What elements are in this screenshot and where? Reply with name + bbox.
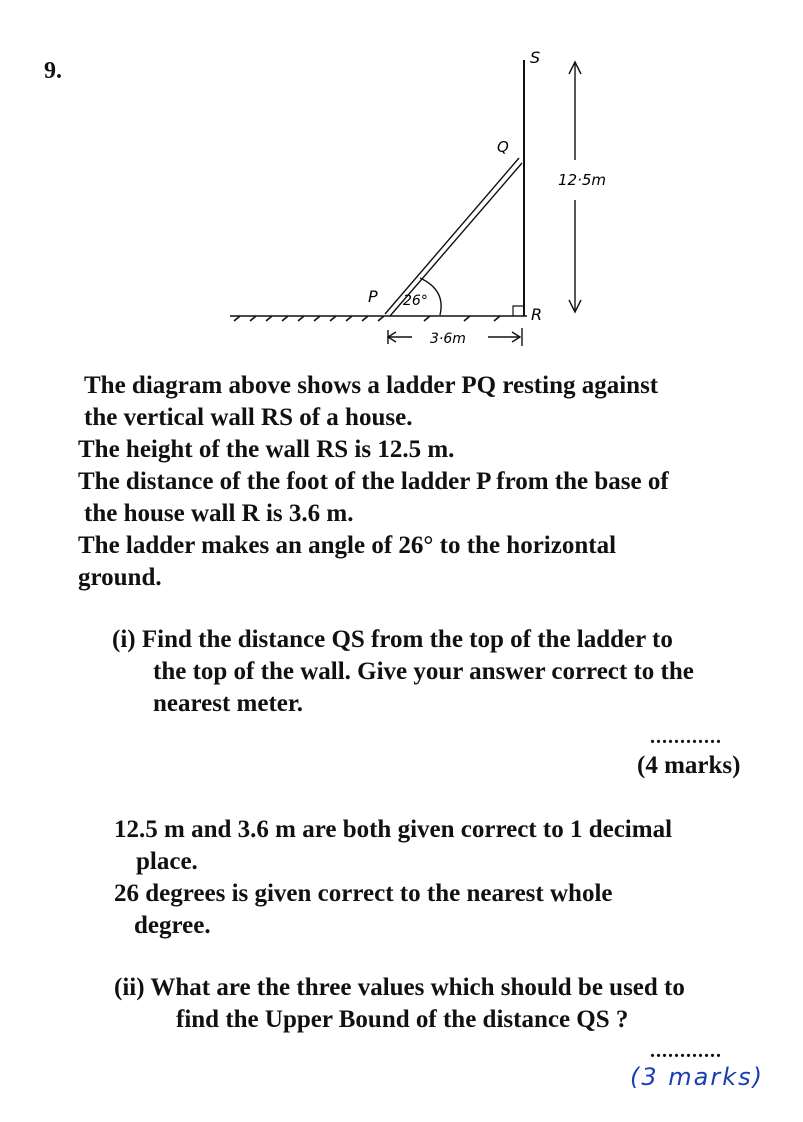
intro-line: the vertical wall RS of a house. [84, 404, 413, 431]
label-base: 3·6m [430, 331, 466, 347]
part-i-line: the top of the wall. Give your answer correct to the [153, 658, 694, 685]
answer-line-i[interactable]: ............ [650, 726, 722, 748]
intro-line: The distance of the foot of the ladder P from the base of [78, 468, 669, 495]
part-i-line: (i) Find the distance QS from the top of the ladder to [112, 626, 673, 653]
intro-line: the house wall R is 3.6 m. [84, 500, 354, 527]
accuracy-line: 26 degrees is given correct to the nearest whole [114, 880, 613, 907]
label-s: S [530, 48, 541, 67]
label-r: R [531, 305, 543, 324]
label-p: P [368, 287, 378, 306]
intro-line: The ladder makes an angle of 26° to the horizontal [78, 532, 617, 559]
accuracy-line: 12.5 m and 3.6 m are both given correct to 1 decimal [114, 816, 673, 843]
part-ii-line: (ii) What are the three values which should be used to [114, 974, 685, 1001]
part-ii-line: find the Upper Bound of the distance QS ? [176, 1006, 629, 1033]
accuracy-line: degree. [134, 912, 211, 939]
intro-line: The height of the wall RS is 12.5 m. [78, 436, 455, 463]
label-q: Q [497, 138, 509, 156]
accuracy-line: place. [136, 848, 198, 875]
marks-ii: (3 marks) [630, 1063, 764, 1091]
question-number: 9. [44, 58, 62, 84]
answer-line-ii[interactable]: ............ [650, 1040, 722, 1062]
marks-i: (4 marks) [637, 752, 741, 779]
part-i-line: nearest meter. [153, 690, 303, 717]
label-angle: 26° [403, 293, 428, 309]
intro-line: The diagram above shows a ladder PQ resting against [84, 372, 659, 399]
label-height: 12·5m [558, 171, 607, 189]
intro-line: ground. [78, 564, 162, 591]
